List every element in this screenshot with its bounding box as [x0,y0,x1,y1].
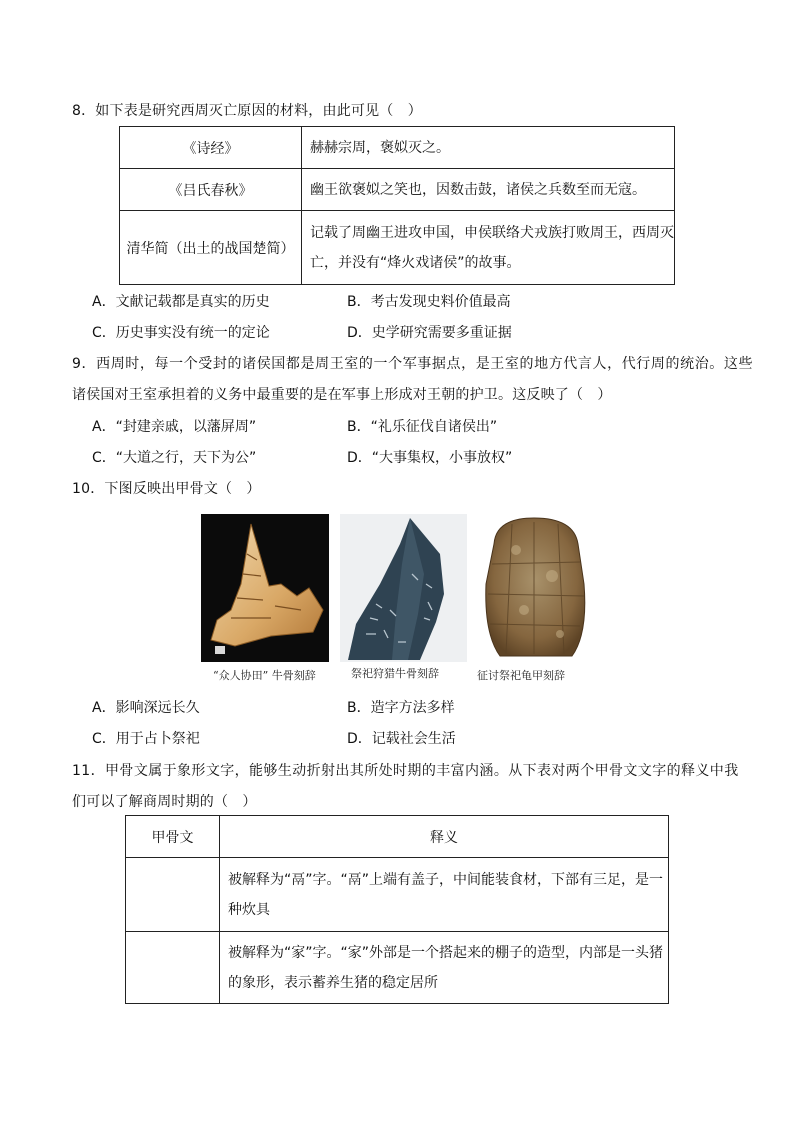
oracle-glyph-cell [126,932,220,1004]
q10-option-b[interactable]: B．造字方法多样 [347,700,455,716]
ox-bone-drawing [201,514,329,662]
question-8-table [119,126,675,285]
source-cell: 《诗经》 [120,127,302,169]
text-line: 被解释为“家”字。“家”外部是一个搭起来的棚子的造型，内部是一头猪 [228,944,664,961]
text-line: 幽王欲褒姒之笑也，因数击鼓，诸侯之兵数至而无寇。 [310,181,646,198]
question-10-stem: 10．下图反映出甲骨文（ ） [72,481,261,497]
header-col2: 释义 [220,816,669,858]
table-header-row [126,816,669,858]
text-cell [302,127,675,169]
q10-option-d[interactable]: D．记载社会生活 [347,731,456,747]
question-11-table [125,815,669,1004]
text-line: 赫赫宗周，褒姒灭之。 [310,139,450,156]
text-line: 的象形，表示蓄养生猪的稳定居所 [228,974,438,991]
table-row [120,169,675,211]
text-cell [302,211,675,285]
table-row [126,932,669,1004]
q8-option-a[interactable]: A．文献记载都是真实的历史 [92,294,270,310]
table-row [120,211,675,285]
text-line: 亡，并没有“烽火戏诸侯”的故事。 [310,254,521,271]
caption-image-2: 祭祀狩猎牛骨刻辞 [351,667,439,680]
q9-option-b[interactable]: B．“礼乐征伐自诸侯出” [347,419,498,435]
caption-image-3: 征讨祭祀龟甲刻辞 [477,669,565,682]
q9-option-c[interactable]: C．“大道之行，天下为公” [92,450,257,466]
source-cell: 《吕氏春秋》 [120,169,302,211]
q10-option-a[interactable]: A．影响深远长久 [92,700,200,716]
q9-option-d[interactable]: D．“大事集权，小事放权” [347,450,513,466]
question-8-stem: 8．如下表是研究西周灭亡原因的材料，由此可见（ ） [72,103,422,119]
source-cell: 清华简（出土的战国楚简） [120,211,302,285]
question-9-stem-line1: 9．西周时，每一个受封的诸侯国都是周王室的一个军事据点，是王室的地方代言人，代行周的统治。这些 [72,356,754,372]
caption-image-1: “众人协田” 牛骨刻辞 [213,669,316,682]
q10-option-c[interactable]: C．用于占卜祭祀 [92,731,200,747]
ox-bone-rubbing-image-2 [340,514,467,662]
oracle-glyph-cell [126,858,220,932]
text-cell [220,932,669,1004]
text-line: 种炊具 [228,901,270,918]
question-11-stem-line1: 11．甲骨文属于象形文字，能够生动折射出其所处时期的丰富内涵。从下表对两个甲骨文文字的释义中我 [72,763,739,779]
text-cell [220,858,669,932]
rubbing-drawing [340,514,467,662]
header-col1: 甲骨文 [126,816,220,858]
q9-option-a[interactable]: A．“封建亲戚，以藩屏周” [92,419,257,435]
q8-option-d[interactable]: D．史学研究需要多重证据 [347,325,512,341]
text-line: 被解释为“鬲”字。“鬲”上端有盖子，中间能装食材，下部有三足，是一 [228,871,664,888]
table-row [120,127,675,169]
question-9-stem-line2: 诸侯国对王室承担着的义务中最重要的是在军事上形成对王朝的护卫。这反映了（ ） [72,387,612,403]
q8-option-b[interactable]: B．考古发现史料价值最高 [347,294,511,310]
text-cell [302,169,675,211]
turtle-shell-drawing [476,514,594,662]
question-11-stem-line2: 们可以了解商周时期的（ ） [72,794,257,810]
turtle-shell-image-3 [476,514,594,662]
table-row [126,858,669,932]
ox-bone-image-1 [201,514,329,662]
q8-option-c[interactable]: C．历史事实没有统一的定论 [92,325,270,341]
text-line: 记载了周幽王进攻申国，申侯联络犬戎族打败周王，西周灭 [310,224,674,241]
